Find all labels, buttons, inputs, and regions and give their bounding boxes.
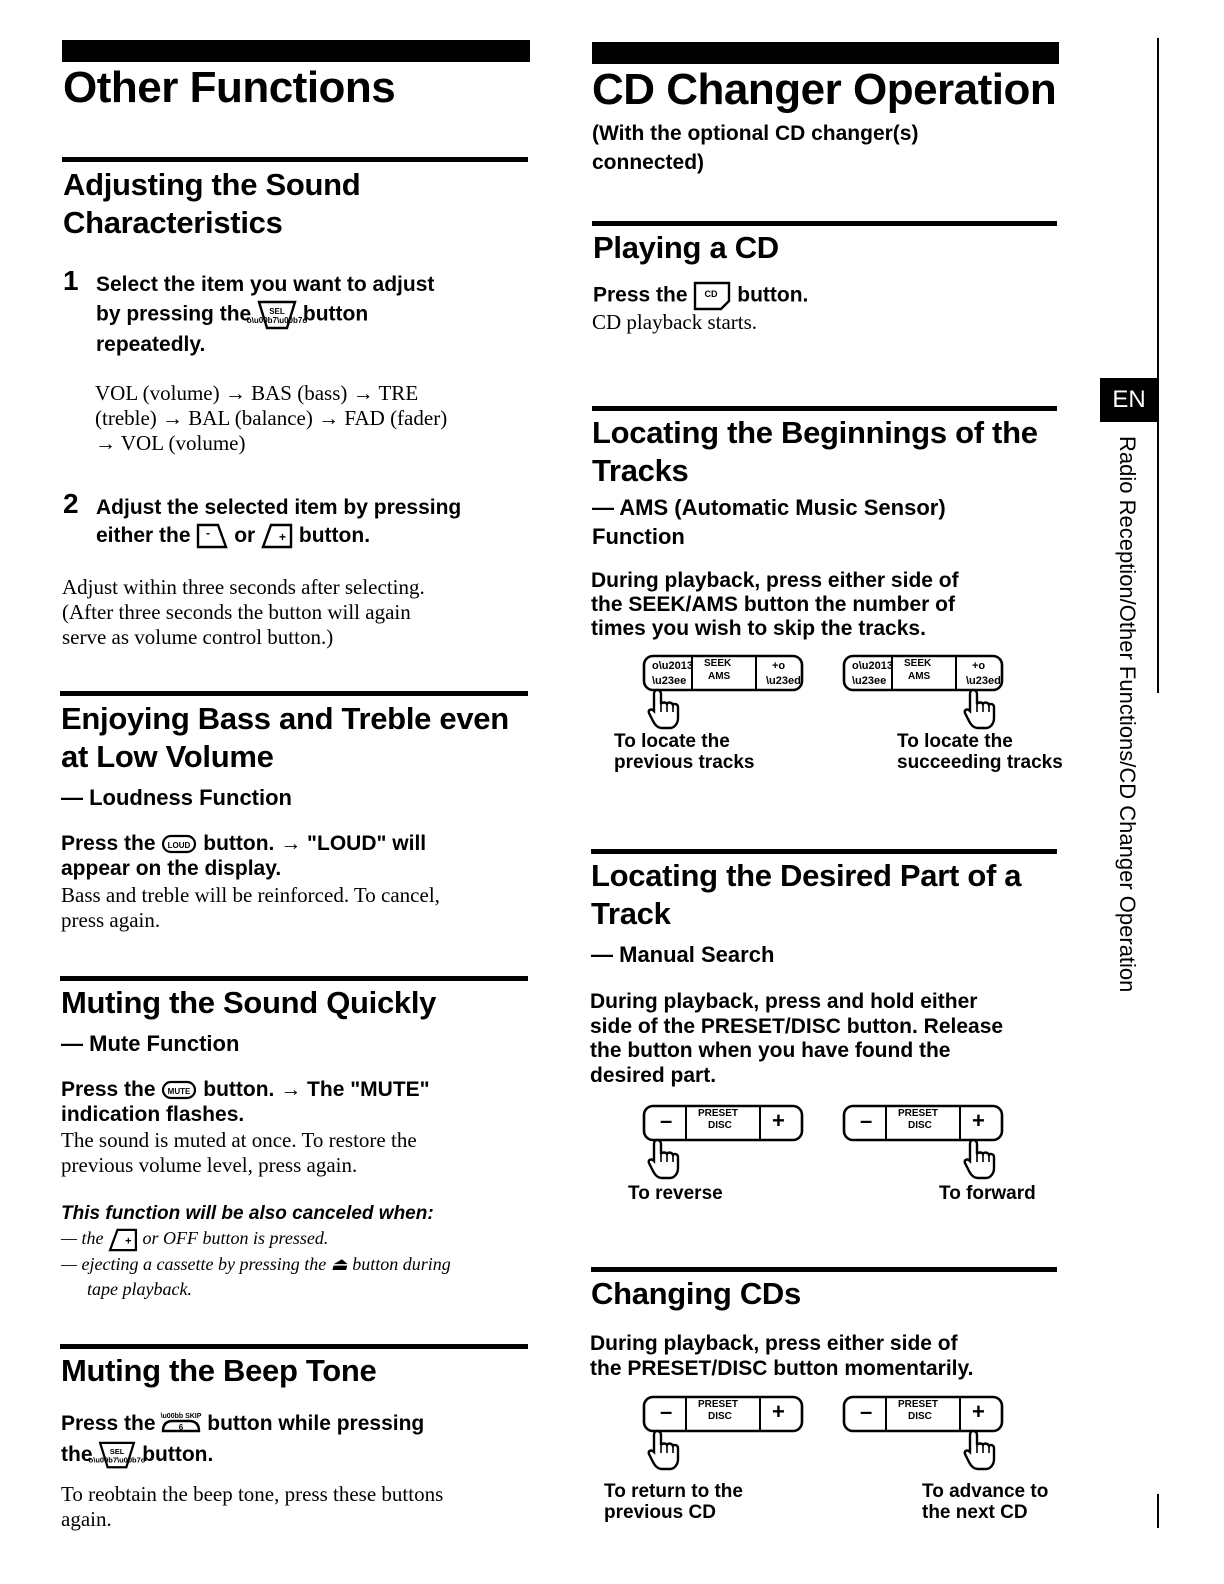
heading-line: Track: [591, 896, 671, 931]
caption-line: To locate the: [614, 731, 730, 752]
svg-text:CD: CD: [704, 289, 718, 299]
instruction-line: the: [61, 1443, 93, 1466]
instruction-line: button. → The "MUTE": [203, 1078, 430, 1101]
section-rule: [60, 691, 528, 696]
caption-return-previous-cd: [604, 1481, 743, 1523]
instruction-line: appear on the display.: [61, 857, 282, 880]
preset-label: PRESET: [898, 1108, 939, 1119]
caption-line: the next CD: [922, 1502, 1028, 1523]
playing-body: CD playback starts.: [592, 310, 758, 334]
plus-label: +: [972, 1399, 985, 1424]
title-bar-right: [592, 42, 1059, 64]
ams-label: AMS: [708, 671, 731, 682]
step-2-line: either the: [96, 524, 191, 547]
body-line: previous volume level, press again.: [61, 1153, 358, 1177]
mute-button-icon: [161, 1080, 197, 1100]
body-line: (After three seconds the button will again: [62, 600, 411, 624]
body-line: again.: [61, 1507, 112, 1531]
ams-instruction: [591, 569, 1051, 641]
note-line: or OFF button is pressed.: [142, 1228, 329, 1248]
side-rule-top: [1157, 38, 1159, 693]
disc-label: DISC: [908, 1120, 932, 1131]
cd-button-icon: [693, 281, 731, 311]
caption-previous-tracks: [614, 731, 754, 773]
heading-playing-cd: Playing a CD: [593, 230, 779, 265]
step-number-1: 1: [63, 265, 79, 296]
svg-text:+o: +o: [772, 660, 786, 672]
step-2-instruction: [96, 494, 536, 550]
seek-ams-button-diagram-right: [842, 654, 1006, 734]
side-rule-bottom: [1157, 1494, 1159, 1528]
step-2-line: Adjust the selected item by pressing: [96, 496, 462, 519]
instruction-line: During playback, press either side of: [591, 569, 959, 592]
subtitle-line: connected): [592, 151, 705, 174]
instruction-line: side of the PRESET/DISC button. Release: [590, 1014, 1004, 1038]
loudness-instruction: [61, 831, 521, 881]
heading-line: at Low Volume: [61, 739, 274, 774]
changing-instruction: [590, 1331, 1060, 1381]
caption-line: previous tracks: [614, 752, 755, 773]
heading-muting-sound: Muting the Sound Quickly: [61, 985, 437, 1020]
instruction-line: button. → "LOUD" will: [203, 832, 427, 855]
section-rule: [592, 406, 1057, 411]
playing-instruction: [593, 281, 1043, 311]
svg-text:MUTE: MUTE: [168, 1087, 191, 1097]
volume-down-button-icon: [196, 523, 228, 549]
language-tab: EN: [1100, 378, 1158, 422]
subheading-loudness-function: — Loudness Function: [61, 785, 292, 810]
preset-label: PRESET: [698, 1399, 739, 1410]
beep-instruction: [61, 1408, 531, 1470]
body-line: Adjust within three seconds after selecting.: [62, 575, 425, 599]
side-section-index: Radio Reception/Other Functions/CD Changer Operation: [1115, 436, 1140, 993]
preset-disc-button-diagram-right: [842, 1104, 1006, 1184]
subheading-line: Function: [592, 524, 685, 549]
title-bar-left: [62, 40, 530, 62]
instruction-line: the SEEK/AMS button the number of: [591, 593, 955, 616]
step-1-line: button: [302, 302, 369, 326]
sound-item-sequence: [95, 381, 535, 456]
volume-up-button-icon: [108, 1228, 138, 1252]
svg-text:\u00bb SKIP: \u00bb SKIP: [160, 1413, 202, 1421]
minus-label: –: [660, 1399, 673, 1424]
svg-text:o\u00b7\u00b7o: o\u00b7\u00b7o: [89, 1455, 146, 1465]
instruction-line: indication flashes.: [61, 1103, 245, 1126]
svg-text:+o: +o: [972, 660, 986, 672]
section-rule: [592, 221, 1057, 226]
svg-text:LOUD: LOUD: [168, 841, 191, 851]
caption-to-forward: To forward: [939, 1183, 1036, 1204]
heading-line: Enjoying Bass and Treble even: [61, 701, 509, 736]
seek-label: SEEK: [904, 658, 932, 669]
mute-body: [61, 1128, 521, 1178]
disc-label: DISC: [708, 1411, 732, 1422]
caption-line: succeeding tracks: [897, 752, 1063, 773]
instruction-line: Press the: [61, 1078, 156, 1101]
svg-text:\u23ee: \u23ee: [652, 675, 687, 687]
instruction-line: Press the: [61, 1412, 156, 1435]
page-title-cd-changer: CD Changer Operation: [592, 65, 1057, 114]
adjust-note: [62, 575, 522, 650]
step-1-instruction: [96, 271, 526, 359]
preset-label: PRESET: [898, 1399, 939, 1410]
loud-button-icon: [161, 834, 197, 854]
sequence-line: → VOL (volume): [95, 431, 246, 455]
note-line: — the: [61, 1228, 104, 1248]
loudness-body: [61, 883, 521, 933]
caption-advance-next-cd: [922, 1481, 1048, 1523]
page-title-other-functions: Other Functions: [63, 63, 396, 112]
preset-disc-button-diagram-left: [642, 1104, 806, 1184]
ams-label: AMS: [908, 671, 931, 682]
disc-label: DISC: [908, 1411, 932, 1422]
subheading-manual-search: — Manual Search: [591, 942, 775, 967]
plus-label: +: [772, 1399, 785, 1424]
manual-search-instruction: [590, 990, 1060, 1088]
step-1-line: by pressing the: [96, 302, 252, 326]
svg-text:SEL: SEL: [110, 1447, 125, 1457]
seek-label: SEEK: [704, 658, 732, 669]
section-rule: [60, 976, 528, 981]
svg-text:\u23ed: \u23ed: [966, 675, 1001, 687]
svg-text:-: -: [206, 526, 211, 541]
mute-note-list: [61, 1226, 531, 1302]
svg-text:6: 6: [179, 1423, 184, 1433]
instruction-line: desired part.: [590, 1063, 717, 1087]
mute-note-title: This function will be also canceled when:: [61, 1203, 434, 1224]
subheading-mute-function: — Mute Function: [61, 1031, 240, 1056]
heading-line: Locating the Desired Part of a: [591, 858, 1022, 893]
instruction-line: During playback, press and hold either: [590, 990, 978, 1013]
heading-line: Locating the Beginnings of the: [592, 415, 1038, 450]
sequence-line: (treble) → BAL (balance) → FAD (fader): [95, 406, 448, 430]
preset-disc-button-diagram-left: [642, 1395, 806, 1475]
body-line: Bass and treble will be reinforced. To cancel,: [61, 883, 440, 907]
body-line: serve as volume control button.): [62, 625, 334, 649]
step-2-line: button.: [298, 524, 371, 547]
instruction-line: Press the: [61, 832, 156, 855]
note-line: tape playback.: [87, 1278, 192, 1299]
instruction-line: button.: [737, 283, 809, 307]
caption-to-reverse: To reverse: [628, 1183, 723, 1204]
svg-text:\u23ed: \u23ed: [766, 675, 801, 687]
body-line: The sound is muted at once. To restore the: [61, 1128, 417, 1152]
svg-text:o\u2013: o\u2013: [652, 660, 693, 672]
svg-text:\u23ee: \u23ee: [852, 675, 887, 687]
disc-label: DISC: [708, 1120, 732, 1131]
subheading-line: — AMS (Automatic Music Sensor): [592, 495, 946, 520]
heading-locating-desired-part: [591, 857, 1061, 933]
instruction-line: button.: [142, 1443, 214, 1466]
seek-ams-button-diagram-left: [642, 654, 806, 734]
section-rule: [591, 849, 1057, 854]
heading-text: Adjusting the Sound Characteristics: [63, 167, 361, 240]
plus-label: +: [972, 1108, 985, 1133]
caption-line: To return to the: [604, 1481, 743, 1502]
step-number-2: 2: [63, 488, 79, 519]
step-1-line: repeatedly.: [96, 333, 206, 356]
mute-instruction: [61, 1077, 521, 1127]
section-rule: [591, 1267, 1057, 1272]
heading-adjusting-sound: [63, 166, 483, 242]
note-line: — ejecting a cassette by pressing the ⏏ button during: [61, 1253, 451, 1274]
section-rule: [60, 1344, 528, 1349]
heading-line: Tracks: [592, 453, 689, 488]
plus-label: +: [772, 1108, 785, 1133]
step-1-line: Select the item you want to adjust: [96, 273, 435, 296]
instruction-line: During playback, press either side of: [590, 1332, 958, 1355]
svg-text:+: +: [279, 530, 287, 545]
minus-label: –: [660, 1108, 673, 1133]
heading-locating-beginnings: [592, 414, 1062, 490]
caption-line: To advance to: [922, 1481, 1049, 1502]
caption-succeeding-tracks: [897, 731, 1063, 773]
body-line: To reobtain the beep tone, press these buttons: [61, 1482, 444, 1506]
cd-changer-subtitle: [592, 119, 918, 177]
skip-button-icon: [161, 1411, 201, 1437]
volume-up-button-icon: [261, 523, 293, 549]
step-2-line: or: [234, 524, 256, 547]
minus-label: –: [860, 1399, 873, 1424]
heading-muting-beep: Muting the Beep Tone: [61, 1353, 377, 1388]
minus-label: –: [860, 1108, 873, 1133]
instruction-line: Press the: [593, 283, 688, 307]
preset-disc-button-diagram-right: [842, 1395, 1006, 1475]
caption-line: To locate the: [897, 731, 1013, 752]
subheading-ams: [592, 493, 946, 551]
svg-text:o\u00b7\u00b7o: o\u00b7\u00b7o: [246, 316, 308, 325]
svg-text:o\u2013: o\u2013: [852, 660, 893, 672]
preset-label: PRESET: [698, 1108, 739, 1119]
sel-button-icon: [246, 299, 308, 331]
beep-body: [61, 1482, 531, 1532]
instruction-line: the button when you have found the: [590, 1039, 951, 1062]
sel-button-icon: [89, 1440, 146, 1470]
instruction-line: the PRESET/DISC button momentarily.: [590, 1357, 974, 1380]
heading-loudness: [61, 700, 531, 776]
caption-line: previous CD: [604, 1502, 716, 1523]
svg-text:SEL: SEL: [269, 307, 285, 316]
instruction-line: button while pressing: [207, 1412, 425, 1435]
instruction-line: times you wish to skip the tracks.: [591, 617, 926, 640]
subtitle-line: (With the optional CD changer(s): [592, 122, 919, 145]
sequence-line: VOL (volume) → BAS (bass) → TRE: [95, 381, 419, 405]
body-line: press again.: [61, 908, 161, 932]
svg-text:+: +: [124, 1235, 132, 1248]
heading-changing-cds: Changing CDs: [591, 1276, 801, 1311]
section-rule: [62, 157, 528, 162]
